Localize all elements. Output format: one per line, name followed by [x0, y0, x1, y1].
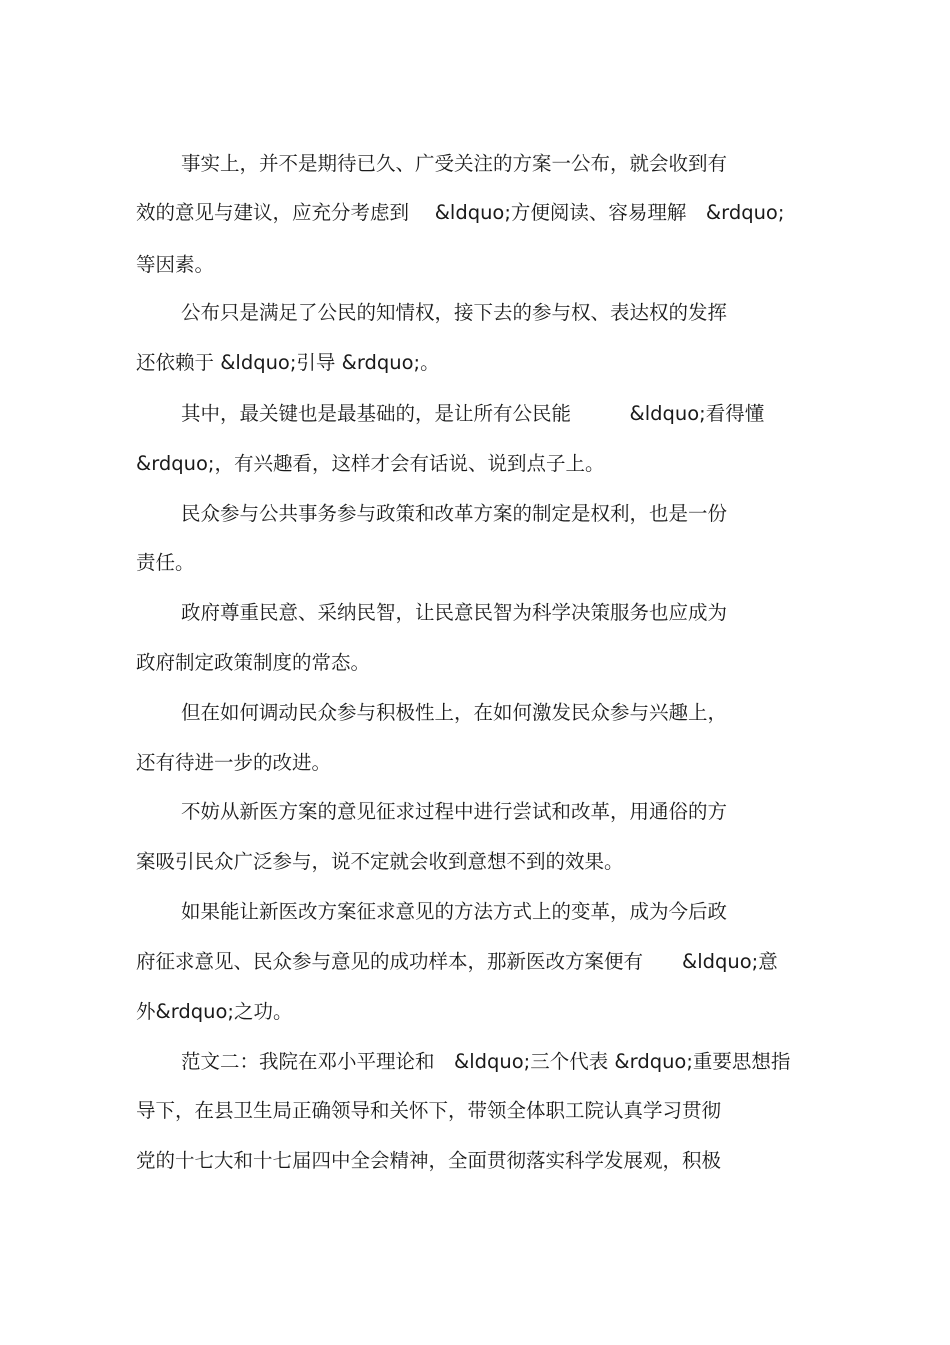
- text-line: 公布只是满足了公民的知情权，接下去的参与权、表达权的发挥: [181, 301, 728, 324]
- text-line: 其中，最关键也是最基础的，是让所有公民能 &ldquo;看得懂: [181, 402, 765, 425]
- text-line: 效的意见与建议，应充分考虑到 &ldquo;方便阅读、容易理解 &rdquo;: [136, 201, 785, 224]
- text-line: 案吸引民众广泛参与，说不定就会收到意想不到的效果。: [136, 850, 624, 873]
- text-line: 导下，在县卫生局正确领导和关怀下，带领全体职工院认真学习贯彻: [136, 1099, 722, 1122]
- text-line: 责任。: [136, 551, 195, 574]
- text-line: 府征求意见、民众参与意见的成功样本，那新医改方案便有 &ldquo;意: [136, 950, 778, 973]
- text-line: 政府尊重民意、采纳民智，让民意民智为科学决策服务也应成为: [181, 601, 728, 624]
- text-line: &rdquo;，有兴趣看，这样才会有话说、说到点子上。: [136, 452, 605, 475]
- text-line: 范文二：我院在邓小平理论和 &ldquo;三个代表 &rdquo;重要思想指: [181, 1050, 791, 1073]
- text-line: 外&rdquo;之功。: [136, 1000, 293, 1023]
- text-line: 等因素。: [136, 253, 215, 276]
- text-line: 还有待进一步的改进。: [136, 751, 332, 774]
- text-line: 不妨从新医方案的意见征求过程中进行尝试和改革，用通俗的方: [181, 800, 728, 823]
- text-line: 党的十七大和十七届四中全会精神，全面贯彻落实科学发展观，积极: [136, 1149, 722, 1172]
- text-line: 事实上，并不是期待已久、广受关注的方案一公布，就会收到有: [181, 152, 728, 175]
- text-line: 民众参与公共事务参与政策和改革方案的制定是权利，也是一份: [181, 502, 728, 525]
- text-line: 政府制定政策制度的常态。: [136, 651, 371, 674]
- text-line: 还依赖于 &ldquo;引导 &rdquo;。: [136, 351, 440, 374]
- text-line: 如果能让新医改方案征求意见的方法方式上的变革，成为今后政: [181, 900, 728, 923]
- text-line: 但在如何调动民众参与积极性上，在如何激发民众参与兴趣上，: [181, 701, 728, 724]
